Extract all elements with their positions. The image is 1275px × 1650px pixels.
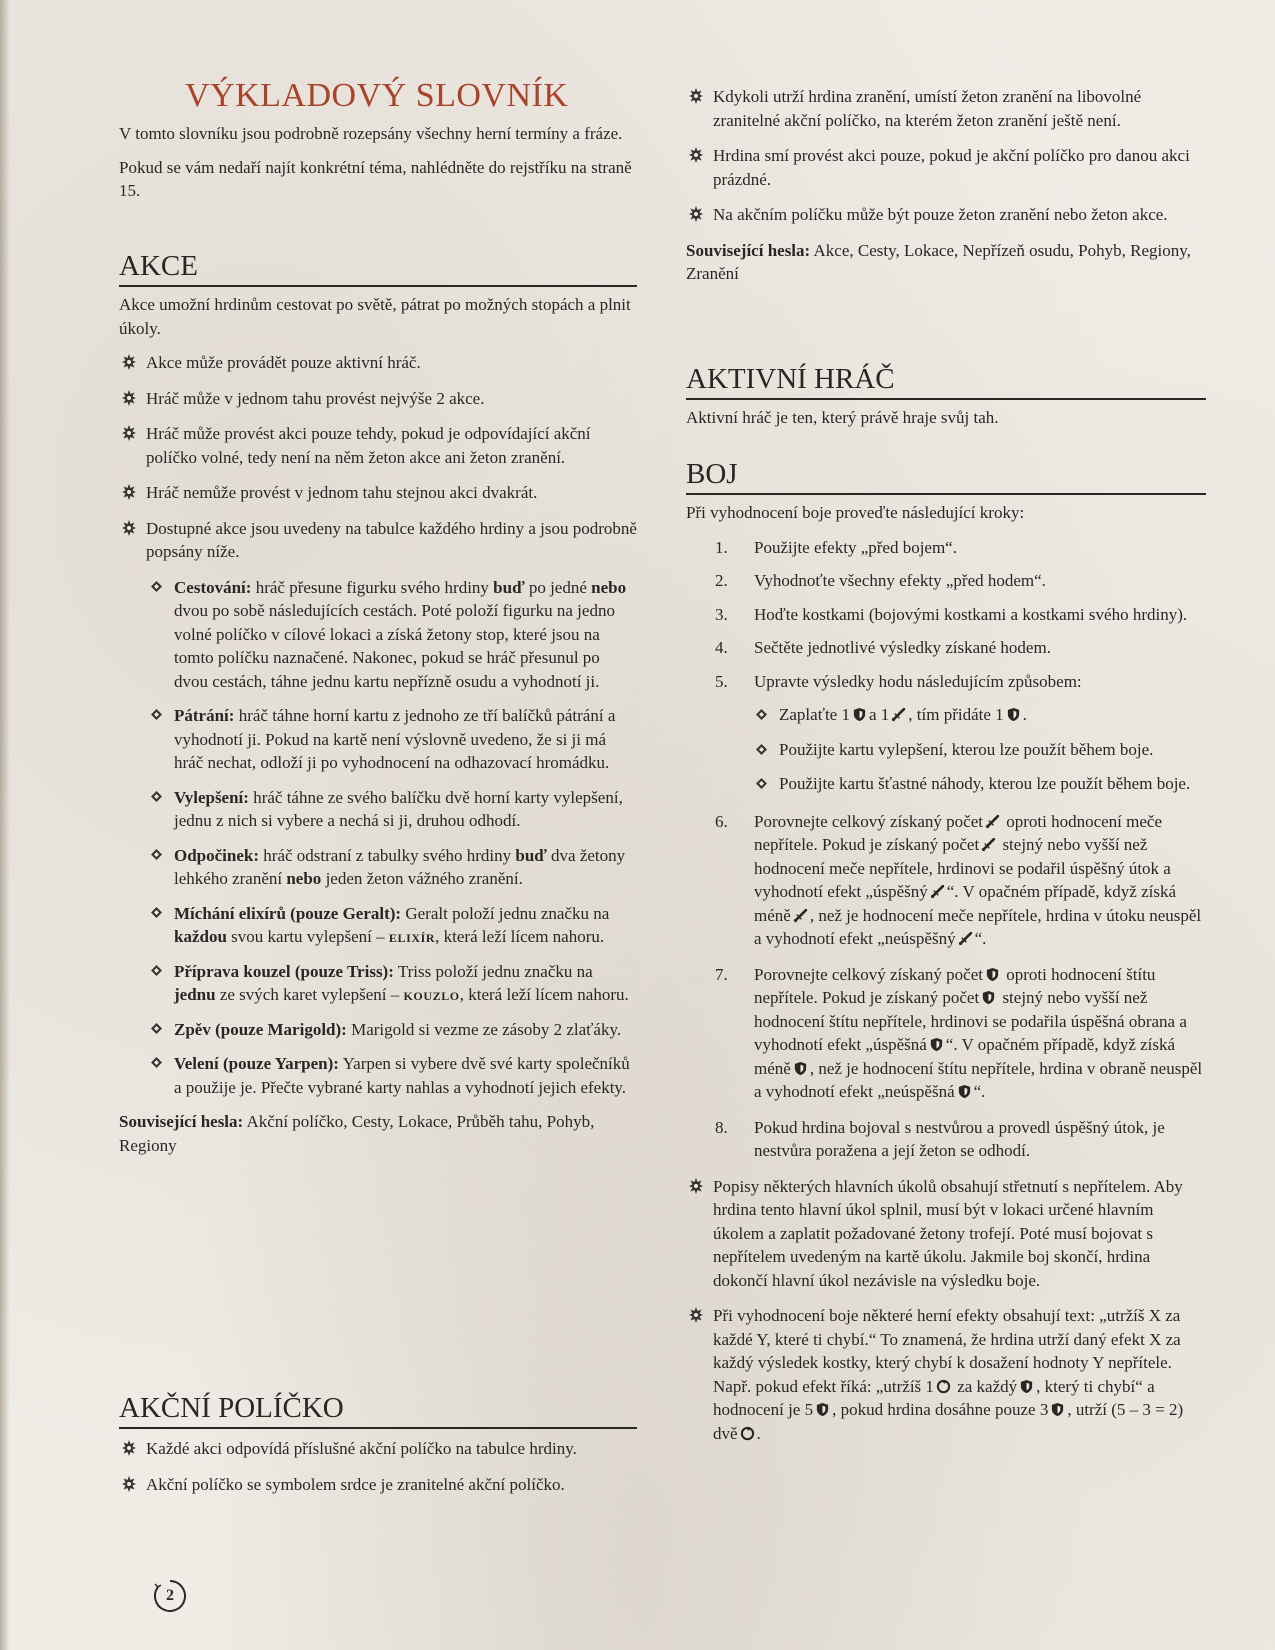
shield-icon [815,1402,830,1417]
intro-paragraph: Pokud se vám nedaří najít konkrétní téma, nahlédněte do rejstříku na straně 15. [119,157,632,200]
star-bullet-icon [121,424,137,442]
bullet-item: Hráč může provést akci pouze tehdy, pokud je odpovídající akční políčko volné, tedy není na něm žeton akce ani žeton zranění. [119,422,637,469]
bullet-item: Na akčním políčku může být pouze žeton zranění nebo žeton akce. [686,203,1206,227]
bullet-item: Každé akci odpovídá příslušné akční políčko na tabulce hrdiny. [119,1437,637,1461]
diamond-bullet-icon [151,907,162,918]
star-bullet-icon [121,1475,137,1493]
star-bullet-icon [688,205,704,223]
aktivni-hrac-section [686,362,1206,430]
star-bullet-icon [121,483,137,501]
diamond-bullet-icon [756,778,767,789]
akcni-policko-continued [686,85,1206,286]
sword-icon [891,707,906,722]
star-bullet-icon [688,146,704,164]
bullet-item: Popisy některých hlavních úkolů obsahují střetnutí s nepřítelem. Aby hrdina tento hlavní úkol splnil, musí být v lokaci určené hlavním úkolem a zaplatit požadované žetony trofejí. Poté musí bojovat s nepřítelem uvedeným na kartě úkolu. Jakmile boj skončí, hrdina dokončí hlavní úkol nezávisle na výsledku boje. [686,1175,1206,1293]
bullet-item: Akční políčko se symbolem srdce je zranitelné akční políčko. [119,1473,637,1497]
wound-icon [936,1379,951,1394]
action-cestovani: Cestování: hráč přesune figurku svého hrdiny buď po jedné nebo dvou po sobě následujících cestách. Poté položí figurku na jedno volné políčko v cílové lokaci a získá žetony stop, které jsou na tomto políčku naznačené. Nakonec, pokud se hráč přesunul po dvou cestách, táhne jednu kartu nepřízně osudu a vyhodnotí ji. [147,576,637,694]
shield-icon [985,967,1000,982]
section-heading-akcni-policko: AKČNÍ POLÍČKO [119,1391,637,1429]
diamond-bullet-icon [151,1023,162,1034]
wound-icon [740,1426,755,1441]
action-priprava-kouzel: Příprava kouzel (pouze Triss): Triss položí jednu značku na jednu ze svých karet vylepšení – kouzlo, která leží lícem nahoru. [147,960,637,1007]
diamond-bullet-icon [151,965,162,976]
bullet-item: Akce může provádět pouze aktivní hráč. [119,351,637,375]
page-edge [0,0,10,1650]
intro-paragraph: V tomto slovníku jsou podrobně rozepsány všechny herní termíny a fráze. [119,124,623,143]
shield-icon [1050,1402,1065,1417]
boj-intro: Při vyhodnocení boje proveďte následující kroky: [686,503,1025,522]
star-bullet-icon [688,1306,704,1324]
related-entries: Související hesla: Akce, Cesty, Lokace, Nepřízeň osudu, Pohyb, Regiony, Zranění [686,240,1191,283]
diamond-bullet-icon [151,1057,162,1068]
boj-section [686,457,1206,1457]
action-patrani: Pátrání: hráč táhne horní kartu z jednoho ze tří balíčků pátrání a vyhodnotí ji. Pokud na kartě není výslovně uvedeno, že si ji má hráč nechat, odloží ji po vyhodnocení na odhazovací hromádku. [147,704,637,775]
diamond-bullet-icon [151,849,162,860]
diamond-bullet-icon [151,581,162,592]
action-michani-elixiru: Míchání elixírů (pouze Geralt): Geralt položí jednu značku na každou svou kartu vylepšení – elixír, která leží lícem nahoru. [147,902,637,949]
shield-icon [852,707,867,722]
sword-icon [985,814,1000,829]
shield-icon [957,1084,972,1099]
intro-block [119,122,637,203]
action-odpocinek: Odpočinek: hráč odstraní z tabulky svého hrdiny buď dva žetony lehkého zranění nebo jeden žeton vážného zranění. [147,844,637,891]
page-number: 2 [152,1578,188,1614]
boj-step5-sub: Zaplaťte 1 a 1 , tím přidáte 1 . [686,703,1206,727]
bullet-item: Kdykoli utrží hrdina zranění, umístí žeton zranění na libovolné zranitelné akční políčko, na kterém žeton zranění ještě není. [686,85,1206,132]
shield-icon [981,990,996,1005]
bullet-item: Hráč může v jednom tahu provést nejvýše 2 akce. [119,387,637,411]
sword-icon [958,931,973,946]
boj-step: 5. Upravte výsledky hodu následujícím způsobem: [715,671,1082,691]
star-bullet-icon [688,1177,704,1195]
diamond-bullet-icon [756,709,767,720]
sword-icon [930,884,945,899]
bullet-item: Při vyhodnocení boje některé herní efekty obsahují text: „utržíš X za každé Y, které ti chybí.“ To znamená, že hrdina utrží daný efekt X za každý výsledek kostky, který chybí k dosažení hodnoty Y nepřítele. Např. pokud efekt říká: „utržíš 1 za každý , který ti chybí“ a hodnocení je 5 , pokud hrdina dosáhne pouze 3 , utrží (5 – 3 = 2) dvě . [686,1304,1206,1445]
related-entries: Související hesla: Akční políčko, Cesty, Lokace, Průběh tahu, Pohyb, Regiony [119,1112,595,1155]
star-bullet-icon [688,87,704,105]
star-bullet-icon [121,1439,137,1457]
sword-icon [793,908,808,923]
bullet-item: Hrdina smí provést akci pouze, pokud je akční políčko pro danou akci prázdné. [686,144,1206,191]
boj-step: 8. Pokud hrdina bojoval s nestvůrou a provedl úspěšný útok, je nestvůra poražena a její žeton se odhodí. [715,1117,1165,1160]
boj-step5-sub: Použijte kartu šťastné náhody, kterou lze použít během boje. [686,772,1206,796]
action-veleni: Velení (pouze Yarpen): Yarpen si vybere dvě své karty společníků a použije je. Přečte vybrané karty nahlas a vyhodnotí jejich efekty. [147,1052,637,1099]
section-heading-boj: BOJ [686,457,1206,495]
boj-step: 7. Porovnejte celkový získaný počet oproti hodnocení štítu nepřítele. Pokud je získaný počet stejný nebo vyšší než hodnocení štítu nepřítele, hrdinovi se podařila úspěšná obrana a vyhodnotí efekt „úspěšná “. V opačném případě, když získá méně , než je hodnocení štítu nepřítele, hrdina v obraně neuspěl a vyhodnotí efekt „neúspěšná “. [715,964,1203,1101]
action-zpev: Zpěv (pouze Marigold): Marigold si vezme ze zásoby 2 zlaťáky. [147,1018,637,1042]
section-heading-akce: AKCE [119,249,637,287]
diamond-bullet-icon [151,709,162,720]
akce-intro: Akce umožní hrdinům cestovat po světě, pátrat po možných stopách a plnit úkoly. [119,295,631,338]
diamond-bullet-icon [756,744,767,755]
boj-step5-sub: Použijte kartu vylepšení, kterou lze použít během boje. [686,738,1206,762]
diamond-bullet-icon [151,791,162,802]
action-vylepseni: Vylepšení: hráč táhne ze svého balíčku dvě horní karty vylepšení, jednu z nich si vybere a nechá si ji, druhou odhodí. [147,786,637,833]
akce-section [119,249,637,1157]
shield-icon [929,1037,944,1052]
shield-icon [1006,707,1021,722]
star-bullet-icon [121,519,137,537]
star-bullet-icon [121,389,137,407]
bullet-item: Dostupné akce jsou uvedeny na tabulce každého hrdiny a jsou podrobně popsány níže. [119,517,637,564]
boj-step: 2. Vyhodnoťte všechny efekty „před hodem“. [715,571,1046,590]
bullet-item: Hráč nemůže provést v jednom tahu stejnou akci dvakrát. [119,481,637,505]
section-heading-aktivni-hrac: AKTIVNÍ HRÁČ [686,362,1206,400]
akcni-policko-section [119,1391,637,1508]
boj-step: 3. Hoďte kostkami (bojovými kostkami a kostkami svého hrdiny). [715,604,1188,624]
shield-icon [793,1061,808,1076]
aktivni-hrac-text: Aktivní hráč je ten, který právě hraje svůj tah. [686,408,999,427]
boj-step: 4. Sečtěte jednotlivé výsledky získané hodem. [715,638,1051,657]
sword-icon [981,837,996,852]
shield-icon [1019,1379,1034,1394]
boj-step: 6. Porovnejte celkový získaný počet oproti hodnocení meče nepřítele. Pokud je získaný počet stejný nebo vyšší než hodnocení meče nepřítele, hrdinovi se podařil úspěšný útok a vyhodnotí efekt „úspěšný “. V opačném případě, když získá méně , než je hodnocení meče nepřítele, hrdina v útoku neuspěl a vyhodnotí efekt „neúspěšný “. [715,811,1202,948]
star-bullet-icon [121,353,137,371]
page-title: VÝKLADOVÝ SLOVNÍK [185,77,569,114]
boj-step: 1. Použijte efekty „před bojem“. [715,537,957,557]
